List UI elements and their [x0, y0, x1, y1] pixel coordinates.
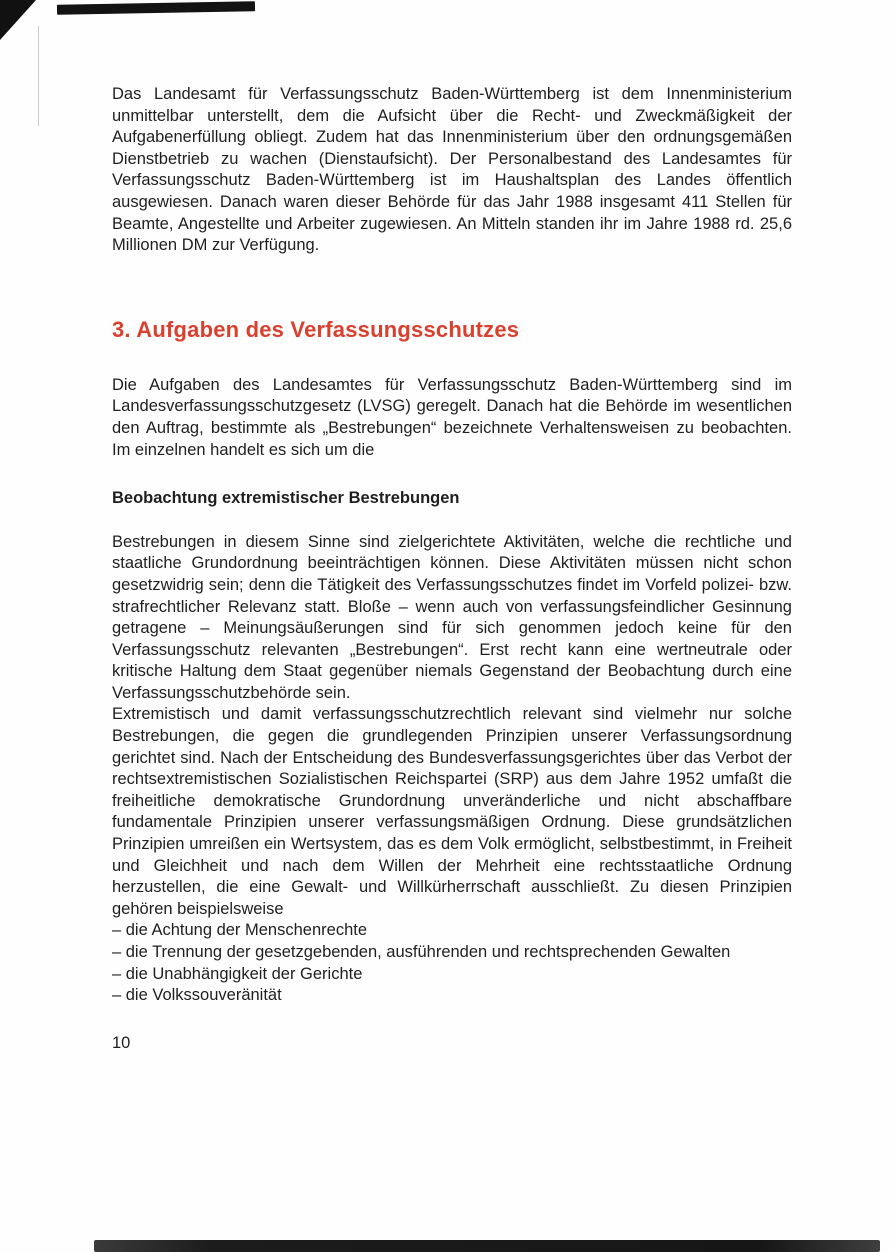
list-item: – die Trennung der gesetzgebenden, ausführenden und rechtsprechenden Gewalten: [112, 943, 731, 961]
subsection-heading: Beobachtung extremistischer Bestrebungen: [112, 489, 460, 508]
scan-artifact-top-bar: [57, 1, 255, 14]
section-heading: 3. Aufgaben des Verfassungsschutzes: [112, 316, 520, 342]
intro-paragraph: Das Landesamt für Verfassungsschutz Baden-Württemberg ist dem Innenministerium unmittelbar unterstellt, dem die Aufsicht über die Recht- und Zweckmäßigkeit der Aufgabenerfüllung obliegt. Zudem hat das Innenministerium über den ordnungsgemäßen Dienstbetrieb zu wachen (Dienstaufsicht). Der Personalbestand des Landesamtes für Verfassungsschutz Baden-Württemberg ist im Haushaltsplan des Landes öffentlich ausgewiesen. Danach waren dieser Behörde für das Jahr 1988 insgesamt 411 Stellen für Beamte, Angestellte und Arbeiter zugewiesen. An Mitteln standen ihr im Jahre 1988 rd. 25,6 Millionen DM zur Verfügung.: [112, 85, 792, 255]
subsection-paragraph-2: Extremistisch und damit verfassungsschutzrechtlich relevant sind vielmehr nur solche Bestrebungen, die gegen die grundlegenden Prinzipien unserer Verfassungsordnung gerichtet sind. Nach der Entscheidung des Bundesverfassungsgerichtes über das Verbot der rechtsextremistischen Sozialistischen Reichspartei (SRP) aus dem Jahre 1952 umfaßt die freiheitliche demokratische Grundordnung unveränderliche und nicht abschaffbare fundamentale Prinzipien unserer verfassungsmäßigen Ordnung. Diese grundsätzlichen Prinzipien umreißen ein Wertsystem, das es dem Volk ermöglicht, selbstbestimmt, in Freiheit und Gleichheit und nach dem Willen der Mehrheit eine rechtsstaatliche Ordnung herzustellen, die eine Gewalt- und Willkürherrschaft ausschließt. Zu diesen Prinzipien gehören beispielsweise: [112, 705, 792, 918]
scan-artifact-left-line: [38, 26, 39, 126]
scan-artifact-corner: [0, 0, 36, 40]
section-intro-paragraph: Die Aufgaben des Landesamtes für Verfassungsschutz Baden-Württemberg sind im Landesverfassungsschutzgesetz (LVSG) geregelt. Danach hat die Behörde im wesentlichen den Auftrag, bestimmte als „Bestrebungen“ bezeichnete Verhaltensweisen zu beobachten. Im einzelnen handelt es sich um die: [112, 375, 792, 459]
subsection-paragraph-1: Bestrebungen in diesem Sinne sind zielgerichtete Aktivitäten, welche die rechtliche und staatliche Grundordnung beeinträchtigen können. Diese Aktivitäten müssen nicht schon gesetzwidrig sein; denn die Tätigkeit des Verfassungsschutzes findet im Vorfeld polizei- bzw. strafrechtlicher Relevanz statt. Bloße – wenn auch von verfassungsfeindlicher Gesinnung getragene – Meinungsäußerungen sind für sich genommen jedoch keine für den Verfassungsschutz relevanten „Bestrebungen“. Erst recht kann eine wertneutrale oder kritische Haltung dem Staat gegenüber niemals Gegenstand der Beobachtung durch eine Verfassungsschutzbehörde sein.: [112, 532, 792, 702]
page-number: 10: [112, 1033, 131, 1052]
list-item: – die Achtung der Menschenrechte: [112, 921, 368, 940]
document-page: [112, 84, 792, 1054]
principles-list: [112, 920, 792, 1006]
scan-artifact-bottom-bar: [94, 1240, 880, 1252]
list-item: – die Volkssouveränität: [112, 986, 282, 1005]
list-item: – die Unabhängigkeit der Gerichte: [112, 964, 363, 983]
